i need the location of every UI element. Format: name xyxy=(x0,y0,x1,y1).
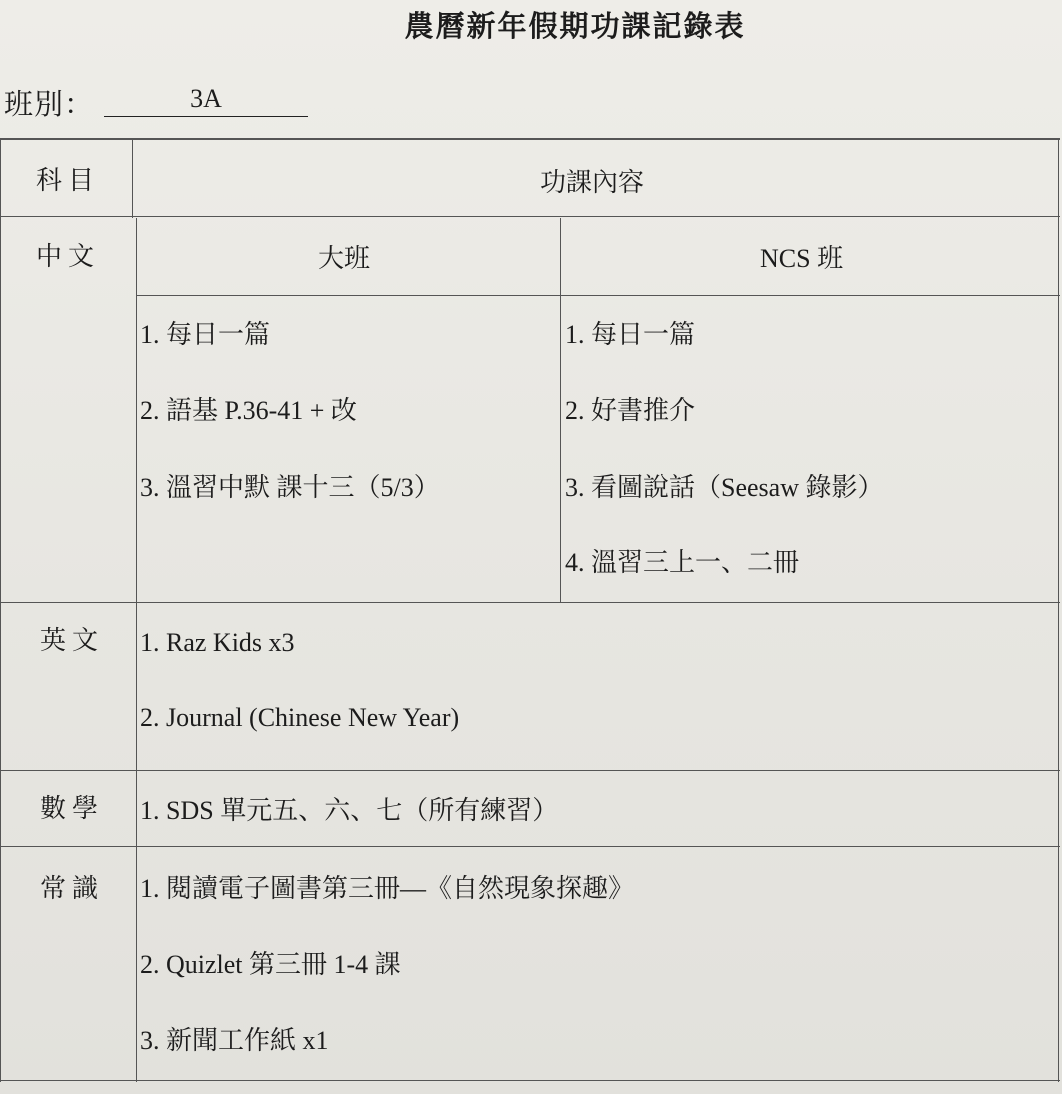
list-item: 1. 閱讀電子圖書第三冊—《自然現象探趣》 xyxy=(140,874,635,903)
list-item: 1. 每日一篇 xyxy=(565,320,696,349)
class-value: 3A xyxy=(104,84,308,117)
table-border-left xyxy=(0,140,1,1082)
subject-math: 數學 xyxy=(40,794,105,823)
homework-table xyxy=(0,138,1060,1082)
table-divider xyxy=(132,140,133,218)
table-divider xyxy=(136,295,1060,296)
list-item: 2. Journal (Chinese New Year) xyxy=(140,703,460,732)
table-divider xyxy=(560,218,561,603)
list-item: 1. SDS 單元五、六、七（所有練習） xyxy=(140,796,559,825)
table-divider xyxy=(0,846,1060,847)
table-border-bottom xyxy=(0,1080,1060,1081)
list-item: 2. 好書推介 xyxy=(565,396,696,425)
list-item: 4. 溫習三上一、二冊 xyxy=(565,548,800,577)
table-divider xyxy=(0,602,1060,603)
column-ncs-class: NCS 班 xyxy=(760,244,844,273)
header-subject: 科目 xyxy=(36,166,101,195)
column-main-class: 大班 xyxy=(318,244,371,273)
list-item: 3. 新聞工作紙 x1 xyxy=(140,1026,329,1055)
class-label: 班別： xyxy=(4,87,95,121)
subject-english: 英文 xyxy=(40,626,105,655)
list-item: 2. 語基 P.36-41 + 改 xyxy=(140,396,357,425)
table-border-right xyxy=(1058,140,1059,1082)
header-content: 功課內容 xyxy=(540,168,645,197)
subject-general-studies: 常識 xyxy=(40,874,105,903)
list-item: 3. 看圖說話（Seesaw 錄影） xyxy=(565,473,884,502)
list-item: 1. Raz Kids x3 xyxy=(140,628,295,657)
list-item: 1. 每日一篇 xyxy=(140,320,271,349)
table-divider xyxy=(136,218,137,1082)
table-divider xyxy=(0,770,1060,771)
page-title: 農曆新年假期功課記錄表 xyxy=(404,9,746,43)
list-item: 3. 溫習中默 課十三（5/3） xyxy=(140,473,440,502)
table-divider xyxy=(0,216,1060,217)
subject-chinese: 中文 xyxy=(36,242,101,271)
list-item: 2. Quizlet 第三冊 1-4 課 xyxy=(140,950,401,979)
